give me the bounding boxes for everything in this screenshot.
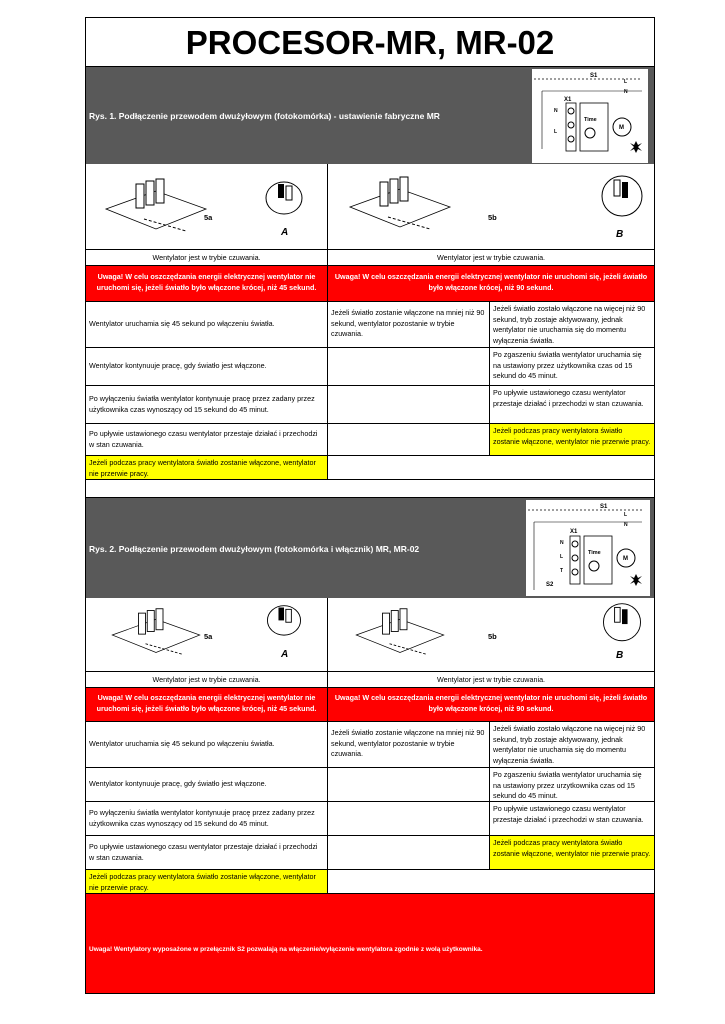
section2-tag-5b: 5b: [488, 632, 497, 641]
svg-text:X1: X1: [564, 97, 572, 103]
s2-b-row-1: Jeżeli światło zostało włączone na więcej niż 90 sekund, tryb zostaje aktywowany, jednak wentylator nie uruchamia się do momentu wyłączenia światła.: [490, 722, 654, 768]
s2-a-row-5: Jeżeli podczas pracy wentylatora światło zostanie włączone, wentylator nie przerwie pracy.: [86, 870, 328, 894]
s2-a-row-4: Po upływie ustawionego czasu wentylator przestaje działać i przechodzi w stan czuwania.: [86, 836, 328, 870]
page-title: PROCESOR-MR, MR-02: [86, 18, 654, 67]
s2-standby-b: Wentylator jest w trybie czuwania.: [328, 672, 654, 688]
s2-a-row-1: Wentylator uruchamia się 45 sekund po włączeniu światła.: [86, 722, 328, 768]
svg-text:L: L: [624, 512, 628, 518]
s2-b-row-2: Po zgaszeniu światła wentylator uruchamia się na ustawiony przez urzytkownika czas od 15 sekund do 45 minut.: [490, 768, 654, 802]
jumper-block-a-image: [96, 169, 216, 249]
document-sheet: [85, 17, 655, 994]
section2-letter-a: A: [281, 649, 289, 660]
section2-caption: Rys. 2. Podłączenie przewodem dwużyłowym (fotokomórka i włącznik) MR, MR-02: [89, 544, 420, 554]
svg-text:X1: X1: [570, 529, 578, 535]
svg-text:N: N: [560, 540, 564, 546]
s2-b-mid-empty-3: [328, 836, 490, 870]
s2-b-mid-empty-2: [328, 802, 490, 836]
svg-text:M: M: [619, 125, 624, 131]
s2-b-empty-last: [328, 870, 654, 894]
section2-letter-b: B: [616, 650, 624, 661]
s2-b-row-4: Jeżeli podczas pracy wentylatora światło zostanie włączone, wentylator nie przerwie pracy.: [490, 836, 654, 870]
section1-tag-5b: 5b: [488, 213, 497, 222]
s1-standby-a: Wentylator jest w trybie czuwania.: [86, 250, 328, 266]
section2-tag-5a: 5a: [204, 632, 213, 641]
section1-picture-row: [86, 164, 654, 250]
s1-label: S1: [590, 73, 598, 79]
s1-a-row-1: Wentylator uruchamia się 45 sekund po włączeniu światła.: [86, 302, 328, 348]
jumper-detail-b-icon: [598, 172, 646, 226]
s1-warning-b: Uwaga! W celu oszczędzania energii elektrycznej wentylator nie uruchomi się, jeżeli światło było włączone krócej, niż 90 sekund.: [328, 266, 654, 302]
s1-a-row-2: Wentylator kontynuuje pracę, gdy światło jest włączone.: [86, 348, 328, 386]
section1-tag-5a: 5a: [204, 213, 213, 222]
svg-text:M: M: [623, 556, 628, 562]
s1-spacer: [86, 480, 654, 498]
section2-header-band: [86, 498, 654, 598]
s2-b-mid-empty-1: [328, 768, 490, 802]
svg-text:S1: S1: [600, 504, 608, 510]
section1-letter-a: A: [281, 227, 289, 238]
s2-warning-a: Uwaga! W celu oszczędzania energii elektrycznej wentylator nie uruchomi się, jeżeli światło było włączone krócej, niż 45 sekund.: [86, 688, 328, 722]
s1-b-row-3: Po upływie ustawionego czasu wentylator przestaje działać i przechodzi w stan czuwania.: [490, 386, 654, 424]
s1-standby-b: Wentylator jest w trybie czuwania.: [328, 250, 654, 266]
s2-b-mid: Jeżeli światło zostanie włączone na mniej niż 90 sekund, wentylator pozostanie w trybie czuwania.: [328, 722, 490, 768]
jumper-block-b-image: [340, 167, 460, 247]
jumper-detail-a-icon: [262, 178, 306, 228]
s2-b-row-3: Po upływie ustawionego czasu wentylator przestaje działać i przechodzi w stan czuwania.: [490, 802, 654, 836]
svg-text:Time: Time: [588, 550, 601, 556]
footer-warning-text: Uwaga! Wentylatory wyposażone w przełącznik S2 pozwalają na włączenie/wyłączenie wentylatora zgodnie z wolą użytkownika.: [89, 946, 483, 953]
section1-header-band: [86, 67, 654, 164]
svg-text:N: N: [624, 522, 628, 528]
s2-a-row-2: Wentylator kontynuuje pracę, gdy światło jest włączone.: [86, 768, 328, 802]
jumper-block-b-image-2: [340, 600, 460, 670]
svg-text:L: L: [560, 554, 564, 560]
section2-wiring-diagram: [526, 500, 650, 596]
svg-text:T: T: [560, 568, 564, 574]
jumper-detail-a-icon-2: [262, 602, 306, 648]
section1-wiring-diagram: [532, 69, 648, 163]
svg-text:L: L: [624, 79, 628, 85]
s1-a-row-3: Po wyłączeniu światła wentylator kontynuuje pracę przez zadany przez użytkownika czas wynoszący od 15 sekund do 45 minut.: [86, 386, 328, 424]
s1-b-mid-empty-3: [328, 424, 490, 456]
svg-text:Time: Time: [584, 117, 597, 123]
s1-b-row-2: Po zgaszeniu światła wentylator uruchamia się na ustawiony przez użytkownika czas od 15 sekund do 45 minut.: [490, 348, 654, 386]
s2-warning-b: Uwaga! W celu oszczędzania energii elektrycznej wentylator nie uruchomi się, jeżeli światło było włączone krócej, niż 90 sekund.: [328, 688, 654, 722]
s2-a-row-3: Po wyłączeniu światła wentylator kontynuuje pracę przez zadany przez użytkownika czas wynoszący od 15 sekund do 45 minut.: [86, 802, 328, 836]
svg-text:L: L: [554, 129, 558, 135]
s1-b-row-1: Jeżeli światło zostało włączone na więcej niż 90 sekund, tryb zostaje aktywowany, jednak wentylator nie uruchamia się do momentu wyłączenia światła.: [490, 302, 654, 348]
jumper-detail-b-icon-2: [598, 600, 646, 650]
s1-b-mid-empty-2: [328, 386, 490, 424]
svg-text:N: N: [554, 108, 558, 114]
svg-text:S2: S2: [546, 582, 554, 588]
section1-letter-b: B: [616, 229, 624, 240]
s1-b-row-4: Jeżeli podczas pracy wentylatora światło zostanie włączone, wentylator nie przerwie pracy.: [490, 424, 654, 456]
s1-a-row-4: Po upływie ustawionego czasu wentylator przestaje działać i przechodzi w stan czuwania.: [86, 424, 328, 456]
s2-standby-a: Wentylator jest w trybie czuwania.: [86, 672, 328, 688]
section1-caption: Rys. 1. Podłączenie przewodem dwużyłowym (fotokomórka) - ustawienie fabryczne MR: [89, 111, 440, 121]
s1-a-row-5: Jeżeli podczas pracy wentylatora światło zostanie włączone, wentylator nie przerwie pracy.: [86, 456, 328, 480]
s1-b-mid-empty-1: [328, 348, 490, 386]
jumper-block-a-image-2: [96, 600, 216, 670]
s1-warning-a: Uwaga! W celu oszczędzania energii elektrycznej wentylator nie uruchomi się, jeżeli światło było włączone krócej, niż 45 sekund.: [86, 266, 328, 302]
s1-b-empty-last: [328, 456, 654, 480]
section2-picture-row: [86, 598, 654, 672]
svg-text:N: N: [624, 89, 628, 95]
footer-warning-band: [86, 894, 654, 993]
s1-b-mid: Jeżeli światło zostanie włączone na mniej niż 90 sekund, wentylator pozostanie w trybie czuwania.: [328, 302, 490, 348]
